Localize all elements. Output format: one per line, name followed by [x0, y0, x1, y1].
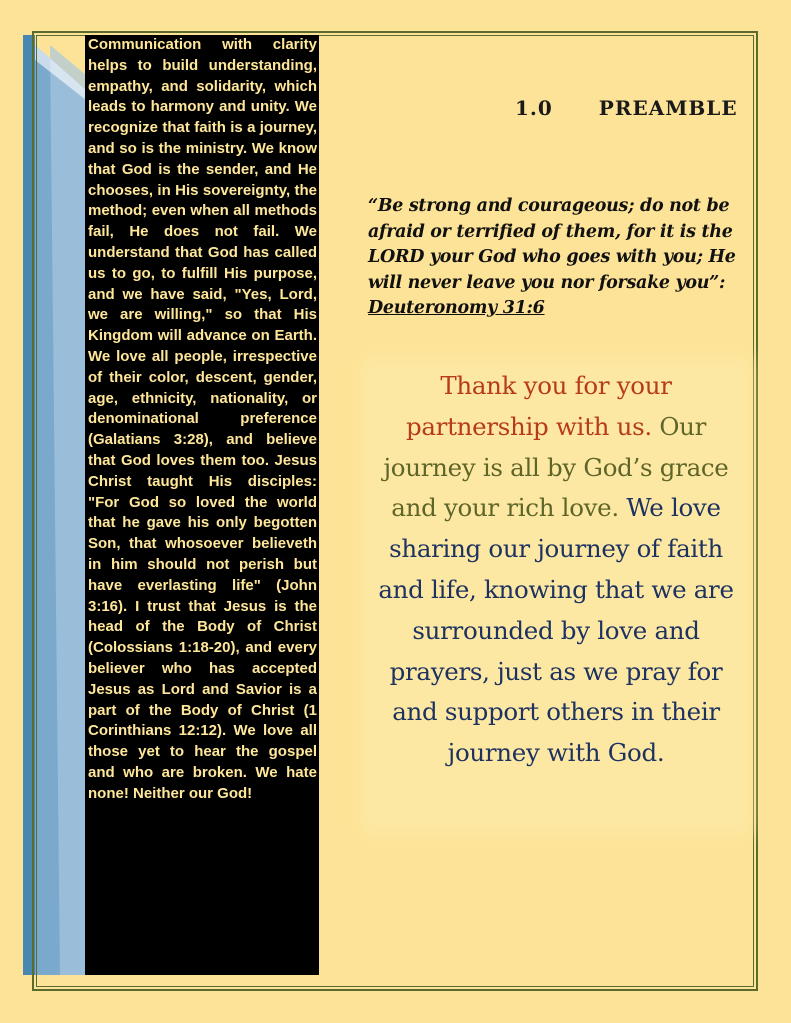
thank-you-box [370, 366, 742, 826]
section-heading [515, 96, 755, 120]
section-title: PREAMBLE [598, 96, 738, 120]
quote-text: “Be strong and courageous; do not be afraid or terrified of them, for it is the LORD your God who goes with you; He will never leave you nor forsake you”: [368, 196, 736, 293]
scripture-quote [368, 194, 753, 322]
thanks-part-3: We love sharing our journey of faith and life, knowing that we are surrounded by love and prayers, just as we pray for and support others in their journey with God. [378, 493, 734, 768]
quote-reference: Deuteronomy 31:6 [368, 298, 545, 318]
thank-you-message [370, 366, 742, 774]
sidebar-body-text: Communication with clarity helps to build understanding, empathy, and solidarity, which leads to harmony and unity. We recognize that faith is a journey, and so is the ministry. We know that God is the sender, and He chooses, in His sovereignty, the method; even when all methods fail, He does not fail. We understand that God has called us to go, to fulfill His purpose, and we have said, "Yes, Lord, we are willing," so that His Kingdom will advance on Earth. We love all people, irrespective of their color, descent, gender, age, ethnicity, nationality, or denominational preference (Galatians 3:28), and believe that God loves them too. Jesus Christ taught His disciples: "For God so loved the world that he gave his only begotten Son, that whosoever believeth in him should not perish but have everlasting life" (John 3:16). I trust that Jesus is the head of the Body of Christ (Colossians 1:18-20), and every believer who has accepted Jesus as Lord and Savior is a part of the Body of Christ (1 Corinthians 12:12). We love all those yet to hear the gospel and who are broken. We hate none! Neither our God! [88, 36, 317, 802]
thanks-part-1: Thank you for your partnership with us. [405, 371, 672, 441]
section-number: 1.0 [515, 96, 553, 120]
thanks-part-2: Our journey is all by God’s grace and your rich love. [383, 411, 729, 523]
